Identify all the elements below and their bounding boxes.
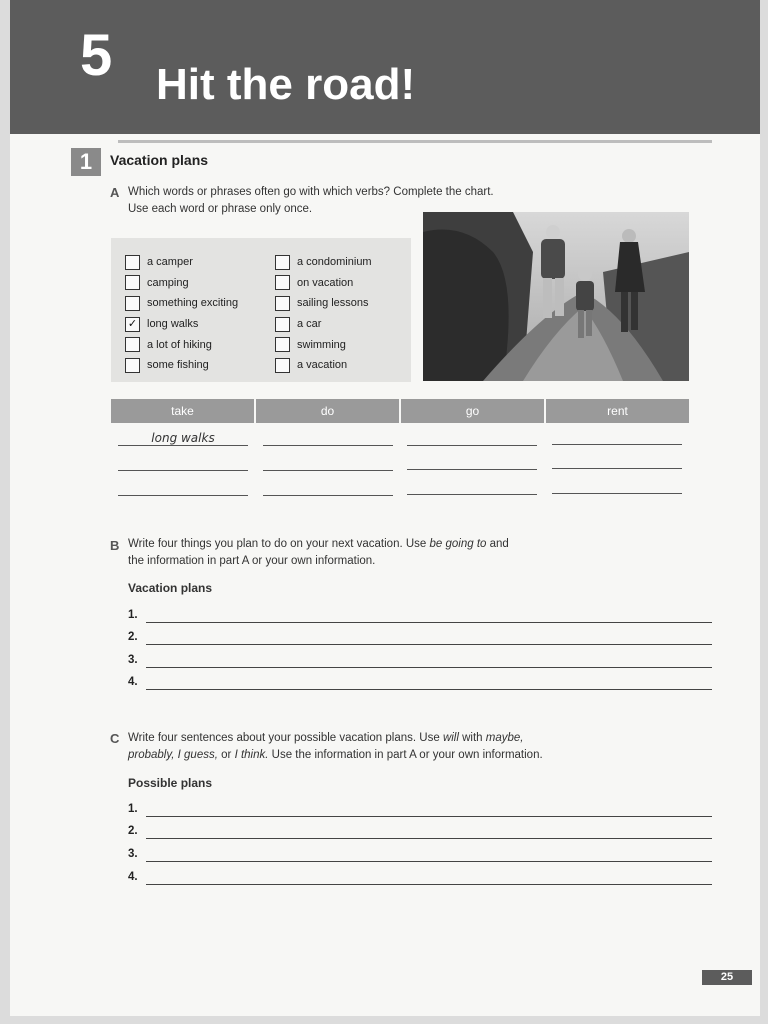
part-b-instruction-2: the information in part A or your own information.: [128, 555, 376, 567]
answer-line[interactable]: [552, 493, 682, 494]
checkbox[interactable]: [275, 358, 290, 373]
word-item[interactable]: [125, 314, 238, 335]
page-number: 25: [702, 970, 752, 985]
checkbox[interactable]: [125, 255, 140, 270]
chart-col-go: go: [401, 399, 546, 423]
checkbox[interactable]: [125, 275, 140, 290]
answer-line[interactable]: [263, 445, 393, 446]
verb-chart-header: [111, 399, 689, 423]
possible-line-2[interactable]: 2.: [128, 825, 712, 841]
chart-col-take: take: [111, 399, 256, 423]
possible-line-3[interactable]: 3.: [128, 848, 712, 864]
word-item[interactable]: [125, 252, 238, 273]
part-c-subtitle: Possible plans: [128, 776, 213, 790]
part-a-instruction-1: Which words or phrases often go with which verbs? Complete the chart.: [128, 186, 494, 198]
chart-col-rent: rent: [546, 399, 689, 423]
word-label: on vacation: [297, 276, 354, 289]
word-item[interactable]: [125, 273, 238, 294]
unit-header: [10, 0, 760, 134]
word-label: a camper: [147, 256, 193, 269]
word-item[interactable]: [275, 252, 372, 273]
word-item[interactable]: [275, 355, 372, 376]
word-label: sailing lessons: [297, 297, 369, 310]
word-item[interactable]: [125, 293, 238, 314]
checkbox[interactable]: ✓: [125, 317, 140, 332]
section-number: 1: [71, 148, 101, 176]
possible-line-1[interactable]: 1.: [128, 803, 712, 819]
checkbox[interactable]: [275, 255, 290, 270]
word-label: swimming: [297, 338, 346, 351]
part-a-instruction-2: Use each word or phrase only once.: [128, 203, 313, 215]
plan-line-2[interactable]: 2.: [128, 631, 712, 647]
word-label: camping: [147, 276, 189, 289]
answer-line[interactable]: [407, 445, 537, 446]
unit-number: 5: [80, 23, 113, 88]
unit-title: Hit the road!: [156, 60, 416, 109]
answer-line[interactable]: [118, 445, 248, 446]
part-c-instruction-1: Write four sentences about your possible vacation plans. Use will with maybe,: [128, 732, 524, 744]
word-label: long walks: [147, 318, 199, 331]
part-b-instruction-1: Write four things you plan to do on your next vacation. Use be going to and: [128, 538, 509, 550]
word-item[interactable]: [125, 334, 238, 355]
word-item[interactable]: [275, 273, 372, 294]
part-a-letter: A: [110, 185, 120, 200]
part-c-instruction-2: probably, I guess, or I think. Use the information in part A or your own information.: [128, 749, 543, 761]
header-rule: [118, 140, 712, 143]
part-b-letter: B: [110, 538, 120, 553]
answer-line[interactable]: [552, 468, 682, 469]
answer-line[interactable]: [263, 470, 393, 471]
answer-line[interactable]: [552, 444, 682, 445]
checkbox[interactable]: [275, 296, 290, 311]
answer-line[interactable]: [118, 470, 248, 471]
answer-line[interactable]: [407, 494, 537, 495]
word-item[interactable]: [275, 334, 372, 355]
plan-line-3[interactable]: 3.: [128, 654, 712, 670]
word-label: some fishing: [147, 359, 209, 372]
section-title: Vacation plans: [110, 152, 209, 168]
answer-line[interactable]: [118, 495, 248, 496]
checkbox[interactable]: [125, 296, 140, 311]
possible-line-4[interactable]: 4.: [128, 871, 712, 887]
checkbox[interactable]: [275, 337, 290, 352]
word-column-2: [275, 252, 372, 376]
chart-filled-answer: long walks: [151, 431, 215, 445]
word-label: a condominium: [297, 256, 372, 269]
word-box: [111, 238, 411, 382]
plan-line-4[interactable]: 4.: [128, 676, 712, 692]
word-column-1: [125, 252, 238, 376]
part-b-subtitle: Vacation plans: [128, 581, 213, 595]
chart-col-do: do: [256, 399, 401, 423]
word-label: a car: [297, 318, 322, 331]
plan-line-1[interactable]: 1.: [128, 609, 712, 625]
workbook-page: [10, 0, 760, 1016]
word-item[interactable]: [275, 293, 372, 314]
word-label: something exciting: [147, 297, 239, 310]
checkbox[interactable]: [125, 358, 140, 373]
word-item[interactable]: [275, 314, 372, 335]
checkbox[interactable]: [275, 317, 290, 332]
answer-line[interactable]: [407, 469, 537, 470]
checkbox[interactable]: [125, 337, 140, 352]
word-item[interactable]: [125, 355, 238, 376]
answer-line[interactable]: [263, 495, 393, 496]
part-c-letter: C: [110, 731, 120, 746]
word-label: a lot of hiking: [147, 338, 212, 351]
word-label: a vacation: [297, 359, 348, 372]
family-walk-photo: [423, 212, 689, 381]
checkbox[interactable]: [275, 275, 290, 290]
